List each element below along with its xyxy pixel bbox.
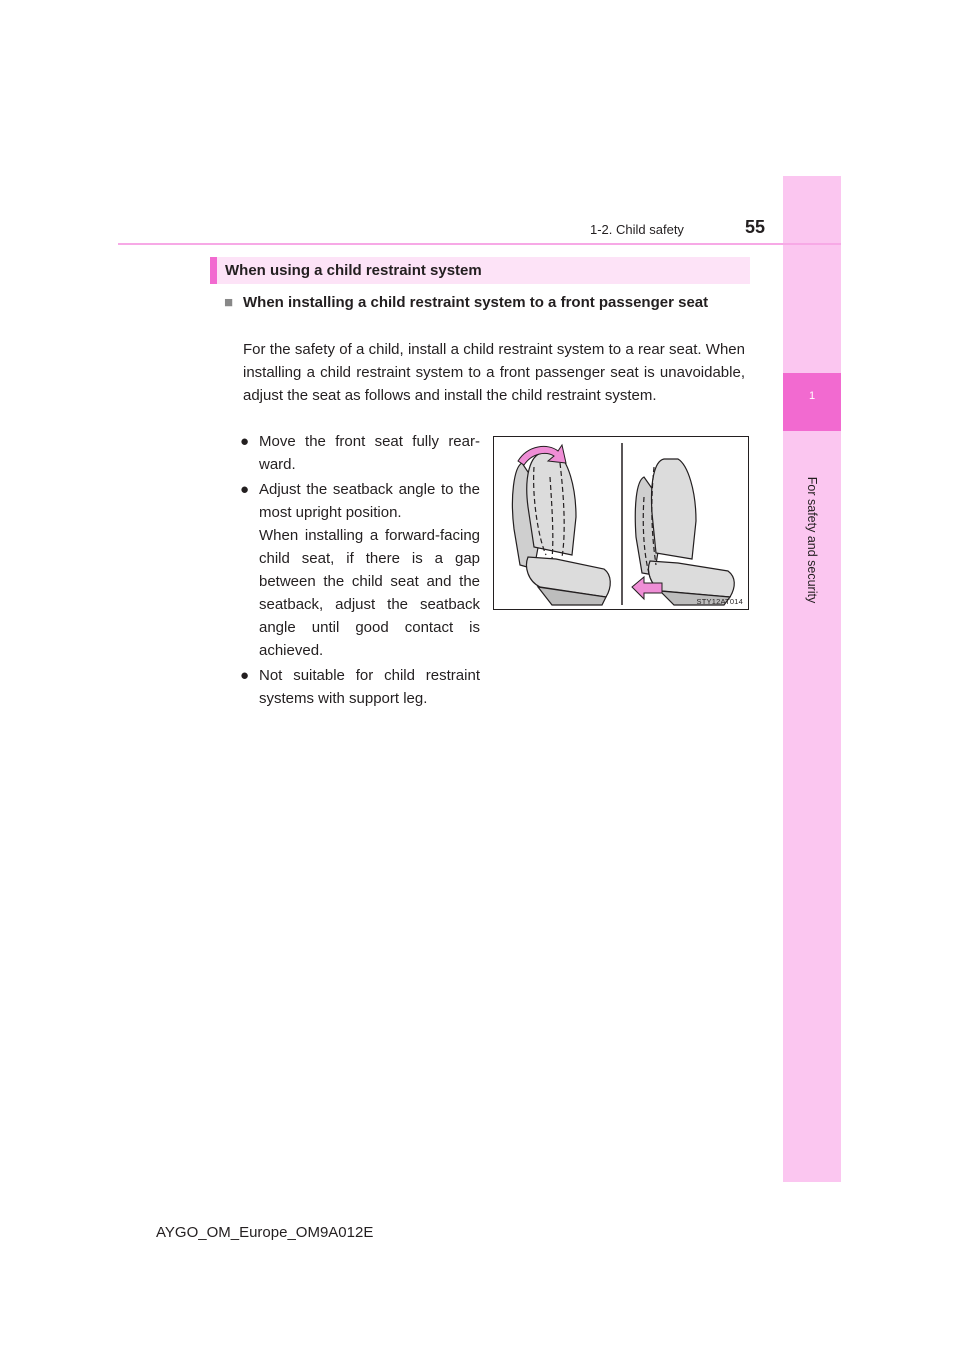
list-item [240, 478, 480, 662]
section-bar [210, 257, 750, 284]
bullet-list [240, 430, 480, 712]
list-item [240, 664, 480, 710]
subheading-text: When installing a child restraint system to a front passenger seat [243, 294, 709, 311]
bullet-text: Adjust the seatback angle to the most upright position. [259, 481, 480, 521]
list-item [240, 430, 480, 476]
bullet-dot-icon: ● [240, 433, 250, 450]
side-tab-chapter-number: 1 [808, 390, 816, 402]
intro-paragraph: For the safety of a child, install a child restraint system to a rear seat. When installing a child restraint system to a front passenger seat is unavoidable, adjust the seat as follows and install the child restraint system. [243, 341, 745, 404]
seat-left-icon [512, 453, 610, 605]
header-divider [118, 243, 841, 245]
side-tab-strip [783, 176, 841, 1182]
header-section-title: 1-2. Child safety [590, 222, 684, 237]
subheading [224, 291, 745, 314]
square-bullet-icon: ■ [224, 294, 234, 311]
seat-illustration [494, 437, 748, 609]
figure-code: STY12AT014 [696, 597, 743, 606]
bullet-dot-icon: ● [240, 481, 250, 498]
bullet-text: Move the front seat fully rear-ward. [259, 433, 480, 473]
seat-adjustment-figure [493, 436, 749, 610]
page-number: 55 [745, 217, 766, 237]
bullet-text: Not suitable for child restraint systems with support leg. [259, 667, 480, 707]
bullet-note: When installing a forward-facing child seat, if there is a gap between the child seat and the seatback, adjust the seatback angle until good contact is achieved. [259, 527, 480, 659]
section-bar-accent [210, 257, 217, 284]
side-tab-chapter-title: For safety and security [805, 476, 819, 604]
section-bar-title: When using a child restraint system [225, 262, 482, 279]
footer-doc-id: AYGO_OM_Europe_OM9A012E [156, 1224, 374, 1241]
bullet-dot-icon: ● [240, 667, 250, 684]
side-tab-active-chapter[interactable] [783, 373, 841, 431]
